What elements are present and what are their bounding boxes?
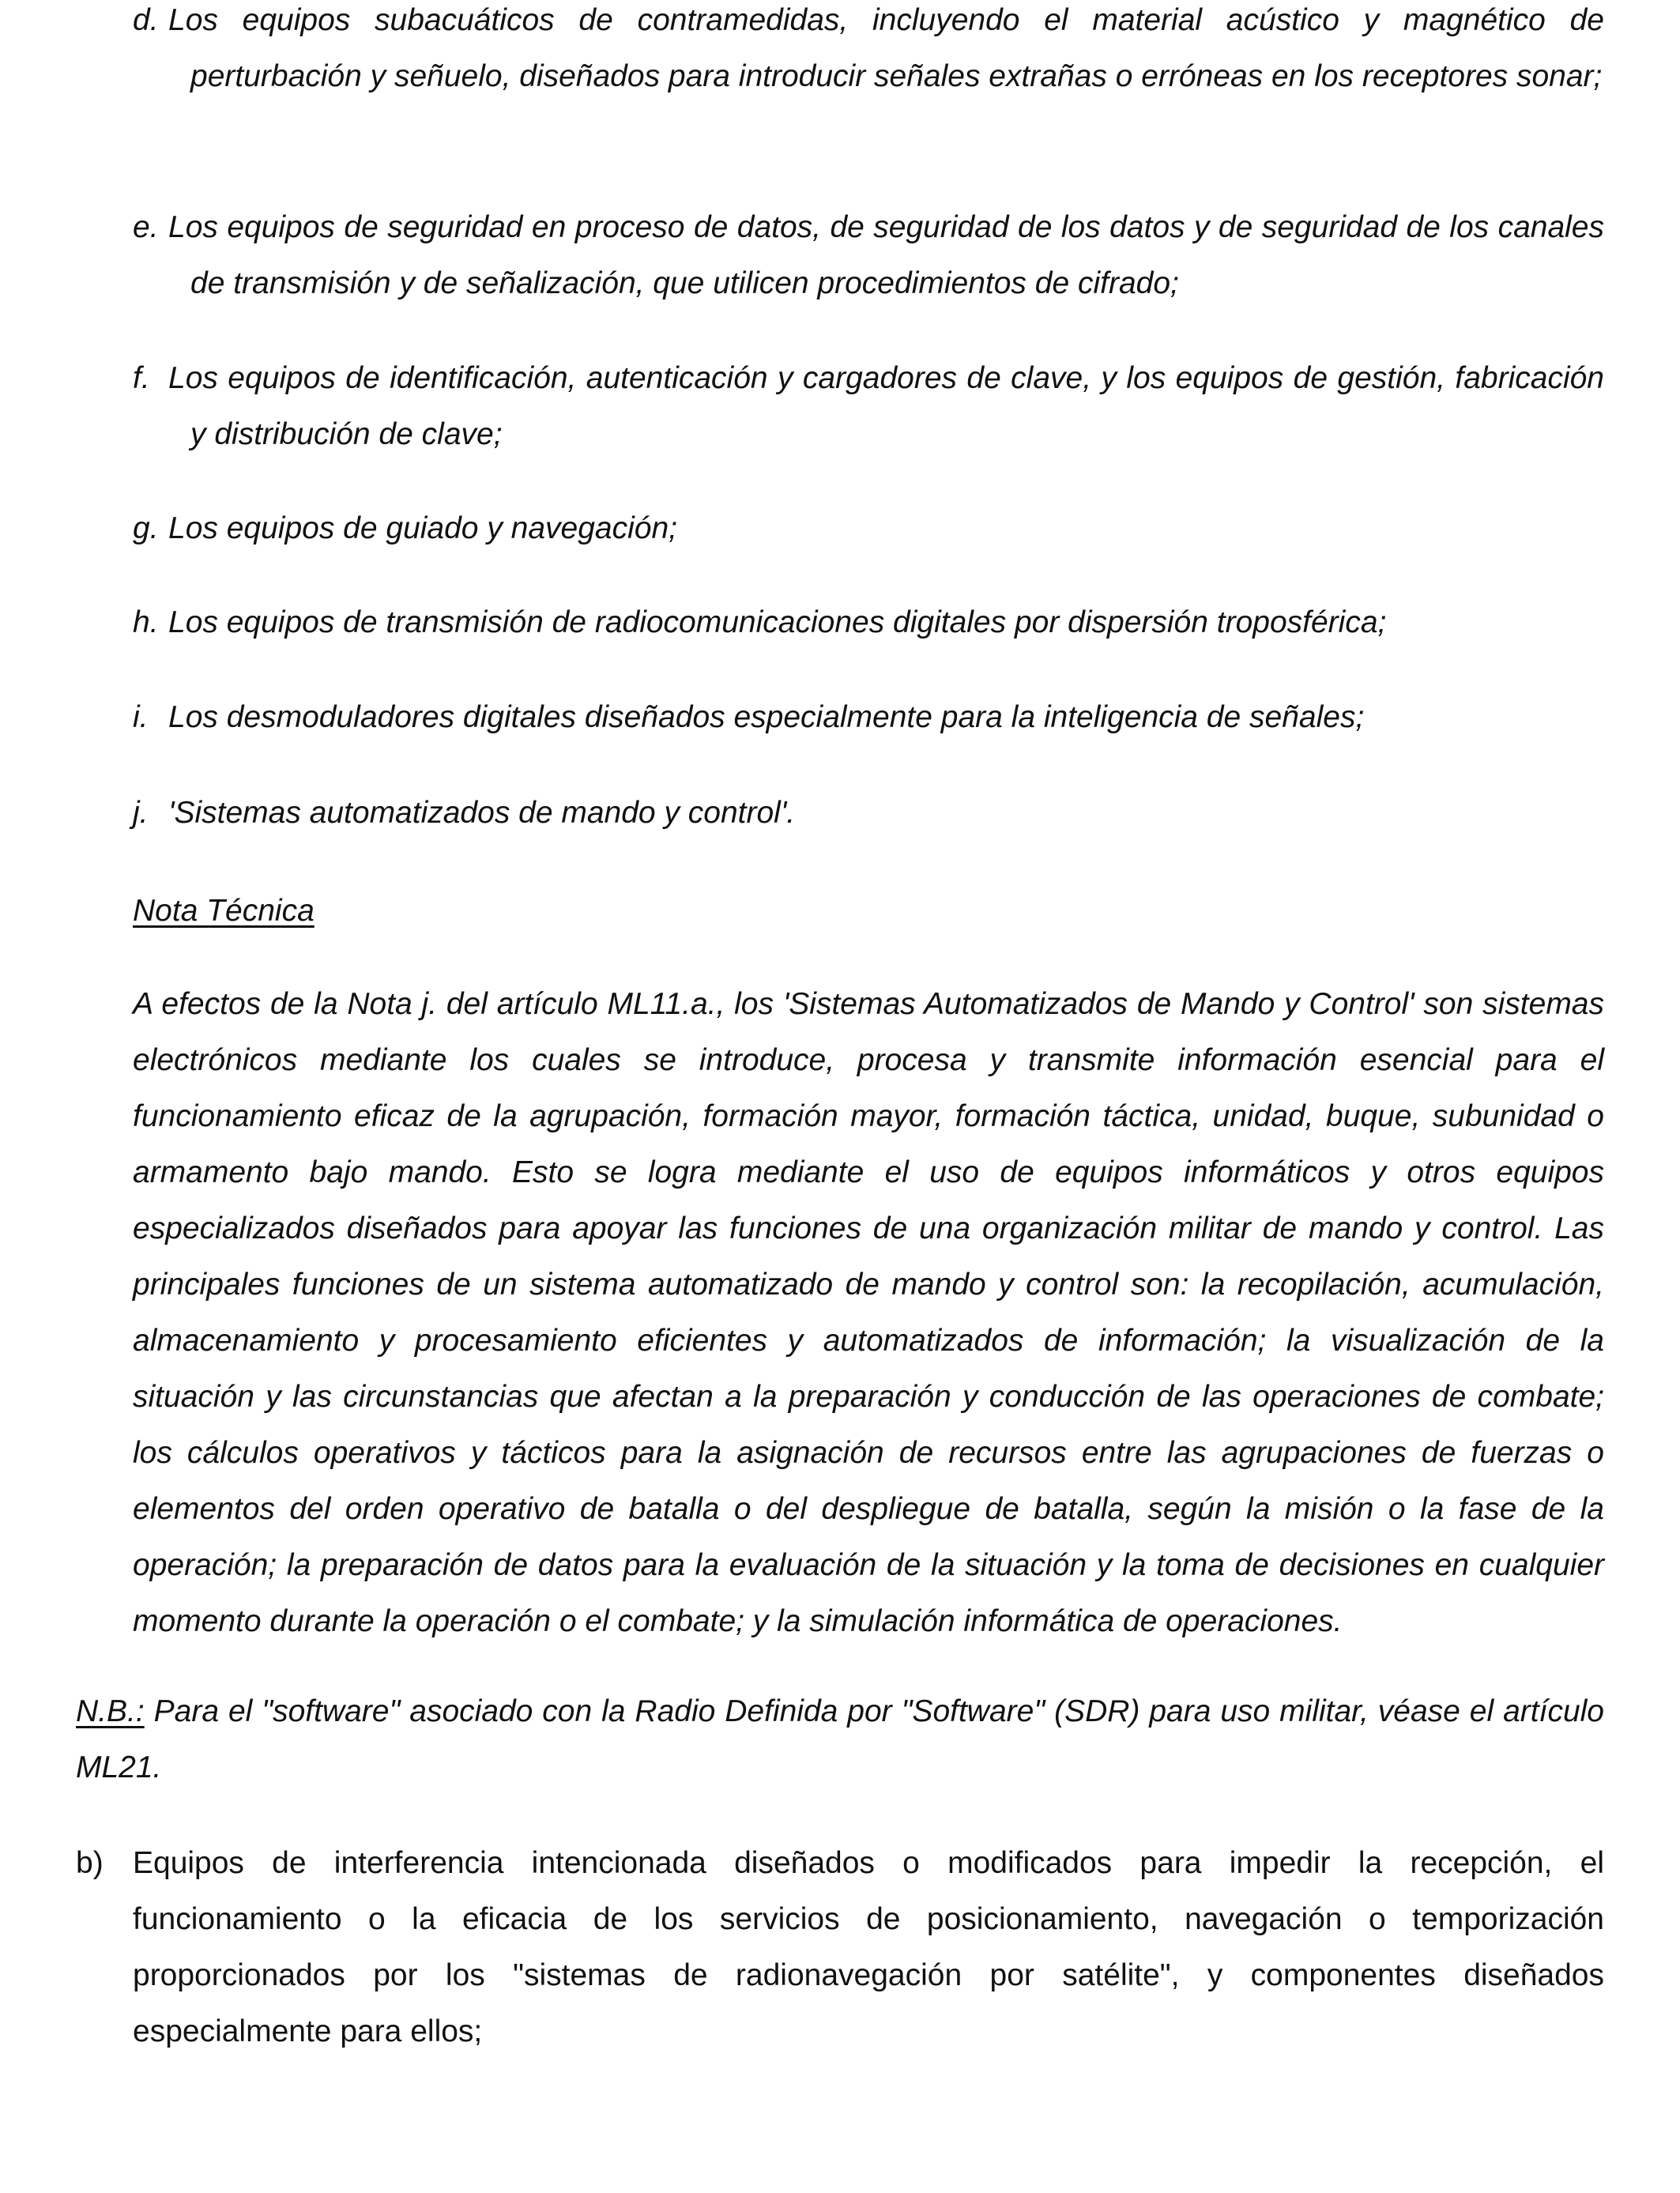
list-item-text: Los desmoduladores digitales diseñados especialmente para la inteligencia de señales; xyxy=(168,700,1365,734)
list-item-b-label: b) xyxy=(76,1846,104,1880)
list-item-h xyxy=(133,594,1604,650)
list-item-g xyxy=(133,500,1604,556)
list-item-letter: g. xyxy=(133,511,159,545)
list-item-j xyxy=(133,785,1604,841)
list-item-text: Los equipos de transmisión de radiocomunicaciones digitales por dispersión troposférica; xyxy=(168,605,1387,639)
nb-note xyxy=(76,1683,1604,1795)
list-item-f xyxy=(133,350,1604,462)
nb-label: N.B.: xyxy=(76,1694,145,1728)
list-item-text: Los equipos de seguridad en proceso de datos, de seguridad de los datos y de seguridad de los canales de transmisión y de señalización, que utilicen procedimientos de cifrado; xyxy=(168,210,1604,300)
list-item-text: 'Sistemas automatizados de mando y control'. xyxy=(168,796,796,830)
list-item-text: Los equipos de guiado y navegación; xyxy=(168,511,677,545)
list-item-letter: h. xyxy=(133,605,159,639)
list-item-text: Los equipos de identificación, autenticación y cargadores de clave, y los equipos de gestión, fabricación y distribución de clave; xyxy=(168,361,1604,451)
list-item-text: Los equipos subacuáticos de contramedidas, incluyendo el material acústico y magnético de perturbación y señuelo, diseñados para introducir señales extrañas o erróneas en los receptores sonar; xyxy=(168,3,1604,93)
list-item-letter: j. xyxy=(133,796,149,830)
list-item-letter: d. xyxy=(133,3,159,37)
technical-note-body: A efectos de la Nota j. del artículo ML11.a., los 'Sistemas Automatizados de Mando y Control' son sistemas electrónicos mediante los cuales se introduce, procesa y transmite información esencial para el funcionamiento eficaz de la agrupación, formación mayor, formación táctica, unidad, buque, subunidad o armamento bajo mando. Esto se logra mediante el uso de equipos informáticos y otros equipos especializados diseñados para apoyar las funciones de una organización militar de mando y control. Las principales funciones de un sistema automatizado de mando y control son: la recopilación, acumulación, almacenamiento y procesamiento eficientes y automatizados de información; la visualización de la situación y las circunstancias que afectan a la preparación y conducción de las operaciones de combate; los cálculos operativos y tácticos para la asignación de recursos entre las agrupaciones de fuerzas o elementos del orden operativo de batalla o del despliegue de batalla, según la misión o la fase de la operación; la preparación de datos para la evaluación de la situación y la toma de decisiones en cualquier momento durante la operación o el combate; y la simulación informática de operaciones. xyxy=(133,987,1604,1638)
nb-text: Para el "software" asociado con la Radio Definida por "Software" (SDR) para uso militar, véase el artículo ML21. xyxy=(76,1694,1604,1784)
list-item-b-text: Equipos de interferencia intencionada diseñados o modificados para impedir la recepción, el funcionamiento o la eficacia de los servicios de posicionamiento, navegación o temporización proporcionados por los "sistemas de radionavegación por satélite", y componentes diseñados especialmente para ellos; xyxy=(133,1846,1604,2048)
list-item-e xyxy=(133,199,1604,311)
list-item-b xyxy=(76,1835,1604,2059)
list-item-letter: i. xyxy=(133,700,149,734)
list-item-letter: f. xyxy=(133,361,150,395)
list-item-d xyxy=(133,0,1604,104)
technical-note-title: Nota Técnica xyxy=(133,894,315,928)
list-item-i xyxy=(133,689,1604,745)
list-item-letter: e. xyxy=(133,210,159,244)
